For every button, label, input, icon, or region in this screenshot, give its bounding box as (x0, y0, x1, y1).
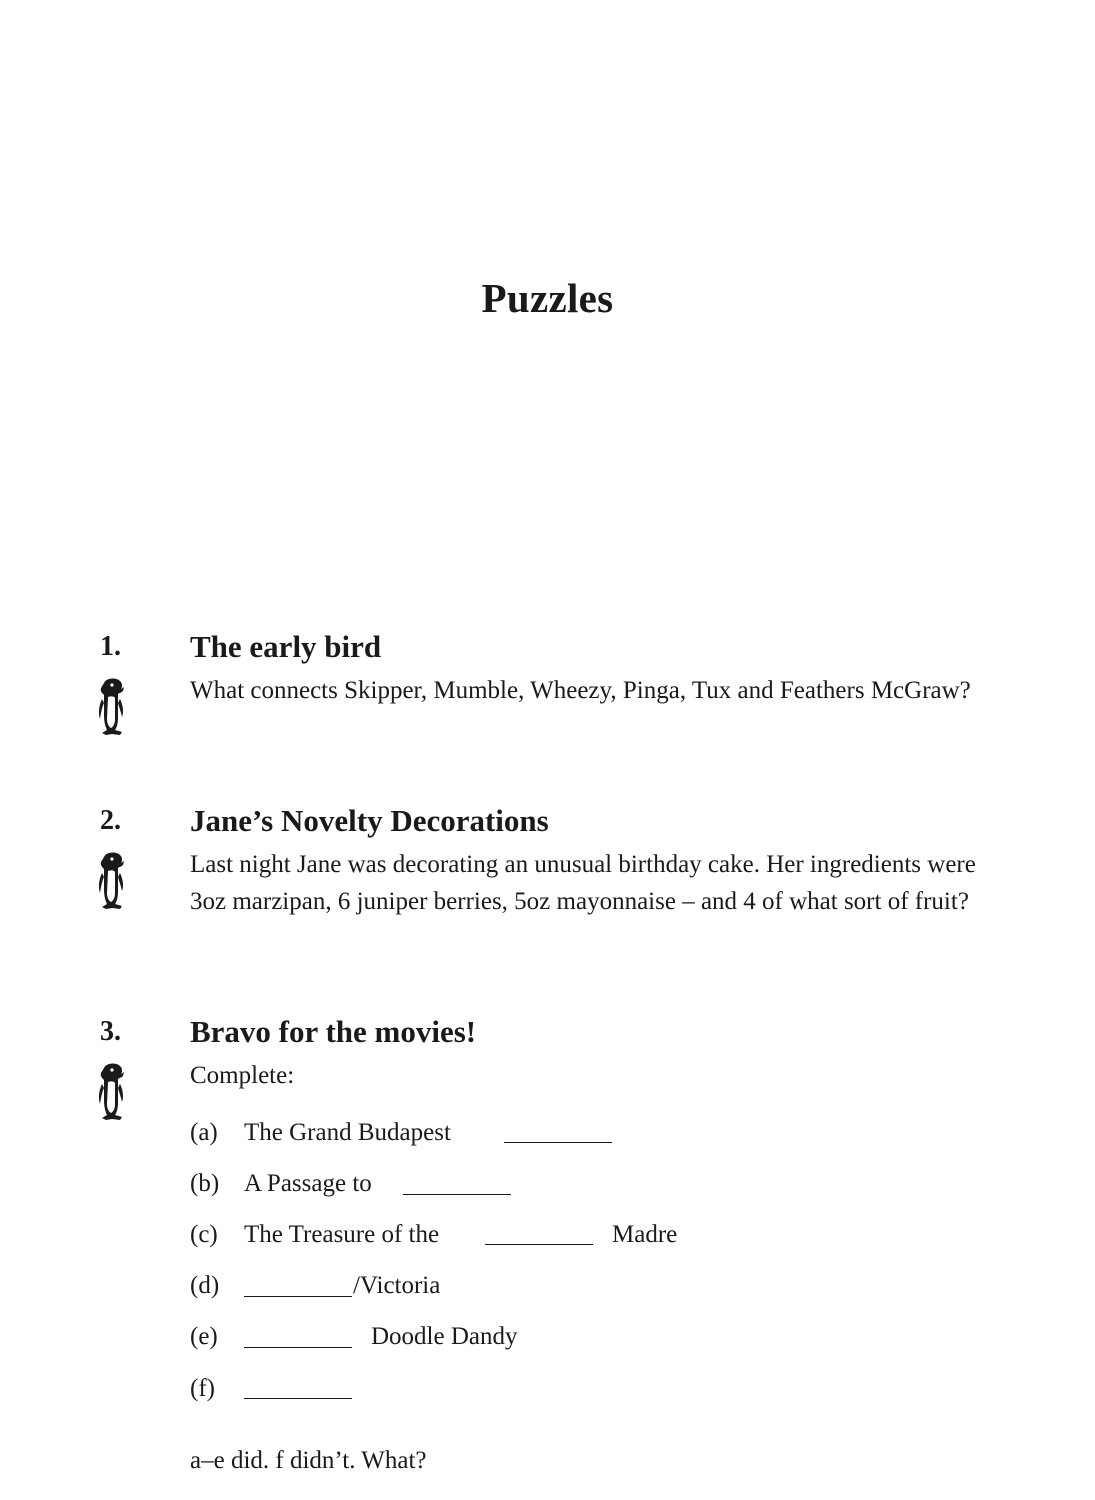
puzzle-1 (0, 627, 1095, 757)
puzzle-3 (0, 1012, 1095, 1132)
item-text-after: /Victoria (353, 1272, 441, 1299)
item-text-before: A Passage to (244, 1170, 372, 1197)
item-label: (b) (190, 1170, 220, 1197)
fill-in-item-c (190, 1218, 710, 1258)
puzzle-3-question: a–e did. f didn’t. What? (190, 1447, 427, 1474)
item-label: (d) (190, 1272, 220, 1299)
item-label: (a) (190, 1119, 218, 1146)
item-text-before: The Grand Budapest (244, 1119, 451, 1146)
puzzle-question: Last night Jane was decorating an unusual birthday cake. Her ingredients were 3oz marzipan, 6 juniper berries, 5oz mayonnaise – and 4 of what sort of fruit? (190, 851, 976, 915)
puzzle-number: 1. (100, 631, 121, 662)
puzzle-heading: The early bird (190, 629, 382, 664)
answer-blank (504, 1142, 612, 1143)
fill-in-item-d (190, 1269, 590, 1309)
page-title: Puzzles (481, 275, 614, 321)
answer-blank (244, 1296, 352, 1297)
answer-blank (244, 1398, 352, 1399)
puzzle-number: 2. (100, 805, 121, 836)
item-text-after: Doodle Dandy (371, 1323, 518, 1350)
item-text-before: The Treasure of the (244, 1221, 440, 1248)
item-label: (e) (190, 1323, 218, 1350)
fill-in-item-a (190, 1116, 690, 1156)
puzzle-number: 3. (100, 1016, 121, 1047)
answer-blank (403, 1194, 511, 1195)
puzzle-question: What connects Skipper, Mumble, Wheezy, Pinga, Tux and Feathers McGraw? (190, 677, 971, 704)
puzzle-question: Complete: (190, 1062, 295, 1089)
penguin-icon (94, 677, 130, 737)
item-text-after: Madre (612, 1221, 678, 1248)
puzzle-heading: Jane’s Novelty Decorations (190, 803, 549, 838)
penguin-icon (94, 851, 130, 911)
item-label: (c) (190, 1221, 218, 1248)
answer-blank (485, 1244, 593, 1245)
penguin-icon (94, 1062, 130, 1122)
fill-in-item-f (190, 1372, 490, 1412)
fill-in-item-e (190, 1320, 590, 1360)
fill-in-item-b (190, 1167, 690, 1207)
puzzle-2 (0, 801, 1095, 971)
item-label: (f) (190, 1375, 215, 1402)
answer-blank (244, 1347, 352, 1348)
puzzle-heading: Bravo for the movies! (190, 1014, 477, 1049)
